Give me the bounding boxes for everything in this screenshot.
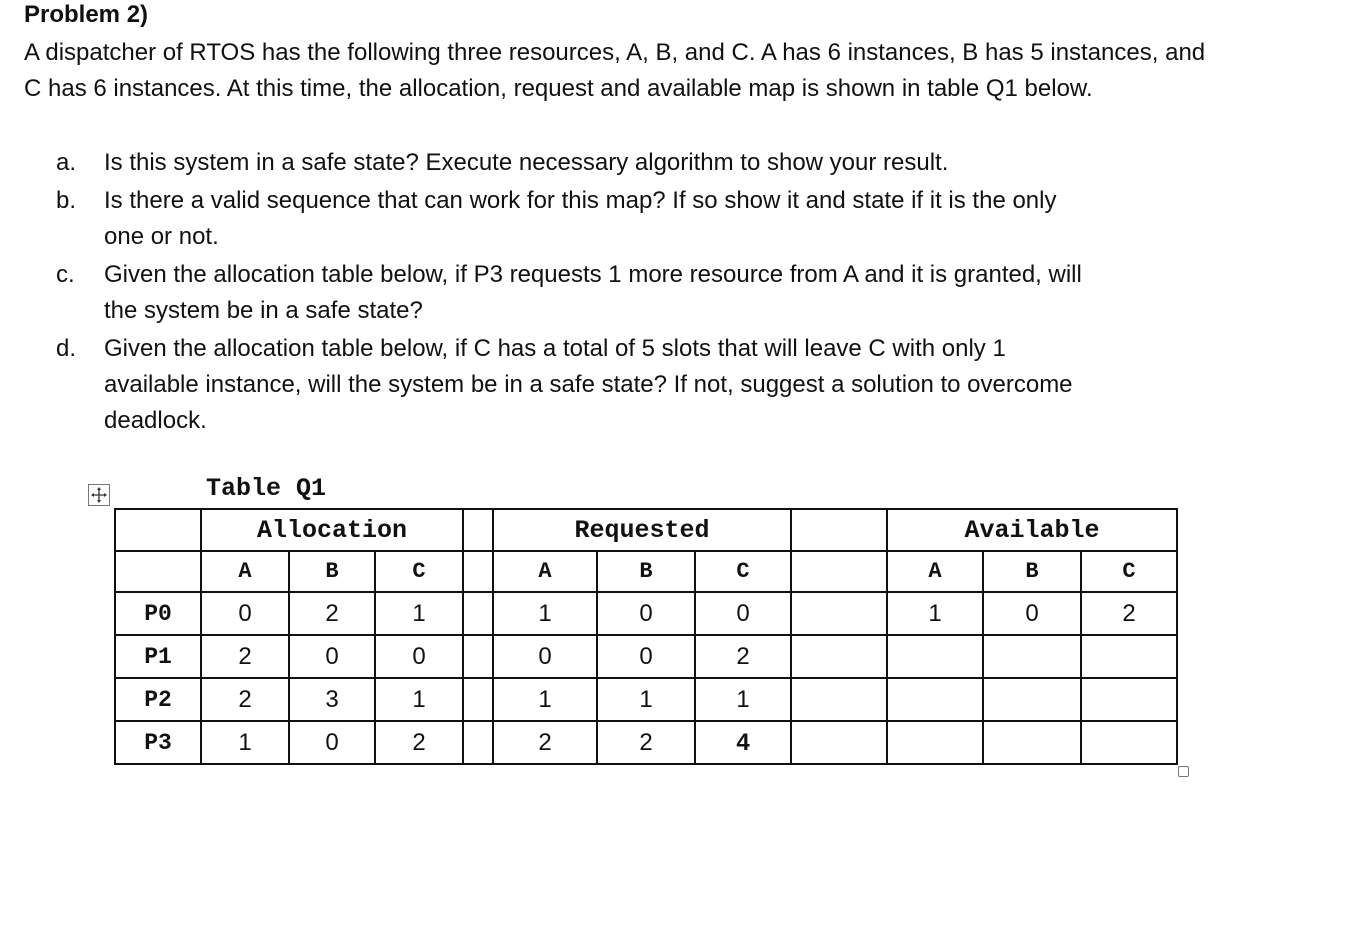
alloc-c-cell: 0 <box>375 635 463 678</box>
alloc-a-cell: 0 <box>201 592 289 635</box>
req-b-cell: 2 <box>597 721 695 764</box>
alloc-c-cell: 1 <box>375 678 463 721</box>
req-b-cell: 0 <box>597 592 695 635</box>
alloc-b-cell: 2 <box>289 592 375 635</box>
req-a-cell: 1 <box>493 592 597 635</box>
table-move-handle-icon[interactable] <box>88 484 110 506</box>
req-b-header: B <box>597 551 695 592</box>
allocation-table <box>114 508 1178 765</box>
avail-c-cell: 2 <box>1081 592 1177 635</box>
avail-b-header: B <box>983 551 1081 592</box>
req-a-cell: 0 <box>493 635 597 678</box>
avail-a-header: A <box>887 551 983 592</box>
question-b <box>56 183 1096 255</box>
spacer-cell <box>791 678 887 721</box>
alloc-b-cell: 0 <box>289 721 375 764</box>
question-text: Is there a valid sequence that can work for this map? If so show it and state if it is the only one or not. <box>104 187 1057 250</box>
alloc-c-header: C <box>375 551 463 592</box>
req-b-cell: 0 <box>597 635 695 678</box>
avail-b-cell <box>983 635 1081 678</box>
question-label: d. <box>56 335 77 362</box>
problem-intro: A dispatcher of RTOS has the following three resources, A, B, and C. A has 6 instances, B has 5 instances, and C has 6 instances. At this time, the allocation, request and available map is shown in table Q1 below. <box>24 39 1206 102</box>
problem-heading: Problem 2) <box>24 1 149 28</box>
avail-b-cell <box>983 721 1081 764</box>
spacer-cell <box>463 509 493 551</box>
req-a-cell: 2 <box>493 721 597 764</box>
avail-b-cell: 0 <box>983 592 1081 635</box>
table-title: Table Q1 <box>206 474 327 503</box>
process-label: P0 <box>115 592 201 635</box>
avail-b-cell <box>983 678 1081 721</box>
question-d <box>56 331 1096 439</box>
blank-cell <box>115 509 201 551</box>
spacer-cell <box>791 509 887 551</box>
question-text: Given the allocation table below, if P3 requests 1 more resource from A and it is granted, will the system be in a safe state? <box>104 261 1082 324</box>
req-a-header: A <box>493 551 597 592</box>
alloc-a-cell: 2 <box>201 635 289 678</box>
spacer-cell <box>791 551 887 592</box>
spacer-cell <box>791 721 887 764</box>
group-header-row <box>115 509 1177 551</box>
question-label: b. <box>56 187 77 214</box>
spacer-cell <box>463 721 493 764</box>
spacer-cell <box>791 592 887 635</box>
available-header: Available <box>887 509 1177 551</box>
requested-header: Requested <box>493 509 791 551</box>
req-b-cell: 1 <box>597 678 695 721</box>
table-resize-handle-icon[interactable] <box>1178 766 1189 777</box>
avail-c-cell <box>1081 721 1177 764</box>
alloc-c-cell: 2 <box>375 721 463 764</box>
spacer-cell <box>463 635 493 678</box>
avail-a-cell <box>887 721 983 764</box>
table-row <box>115 678 1177 721</box>
req-c-cell: 1 <box>695 678 791 721</box>
table-row <box>115 635 1177 678</box>
blank-cell <box>115 551 201 592</box>
process-label: P2 <box>115 678 201 721</box>
spacer-cell <box>463 551 493 592</box>
resource-header-row <box>115 551 1177 592</box>
spacer-cell <box>463 592 493 635</box>
alloc-a-header: A <box>201 551 289 592</box>
question-c <box>56 257 1096 329</box>
question-text: Given the allocation table below, if C has a total of 5 slots that will leave C with only 1 available instance, will the system be in a safe state? If not, suggest a solution to overcome deadlock. <box>104 335 1073 434</box>
process-label: P1 <box>115 635 201 678</box>
question-label: c. <box>56 261 75 288</box>
alloc-b-cell: 3 <box>289 678 375 721</box>
spacer-cell <box>463 678 493 721</box>
req-c-cell: 2 <box>695 635 791 678</box>
alloc-b-cell: 0 <box>289 635 375 678</box>
avail-c-cell <box>1081 678 1177 721</box>
table-row <box>115 721 1177 764</box>
alloc-b-header: B <box>289 551 375 592</box>
spacer-cell <box>791 635 887 678</box>
avail-a-cell: 1 <box>887 592 983 635</box>
req-c-cell: 4 <box>695 721 791 764</box>
req-c-header: C <box>695 551 791 592</box>
avail-a-cell <box>887 678 983 721</box>
alloc-a-cell: 2 <box>201 678 289 721</box>
avail-c-header: C <box>1081 551 1177 592</box>
table-row <box>115 592 1177 635</box>
allocation-header: Allocation <box>201 509 463 551</box>
alloc-a-cell: 1 <box>201 721 289 764</box>
alloc-c-cell: 1 <box>375 592 463 635</box>
question-label: a. <box>56 149 77 176</box>
question-text: Is this system in a safe state? Execute necessary algorithm to show your result. <box>104 149 949 176</box>
req-c-cell: 0 <box>695 592 791 635</box>
req-a-cell: 1 <box>493 678 597 721</box>
avail-a-cell <box>887 635 983 678</box>
question-a <box>56 145 1096 181</box>
process-label: P3 <box>115 721 201 764</box>
avail-c-cell <box>1081 635 1177 678</box>
